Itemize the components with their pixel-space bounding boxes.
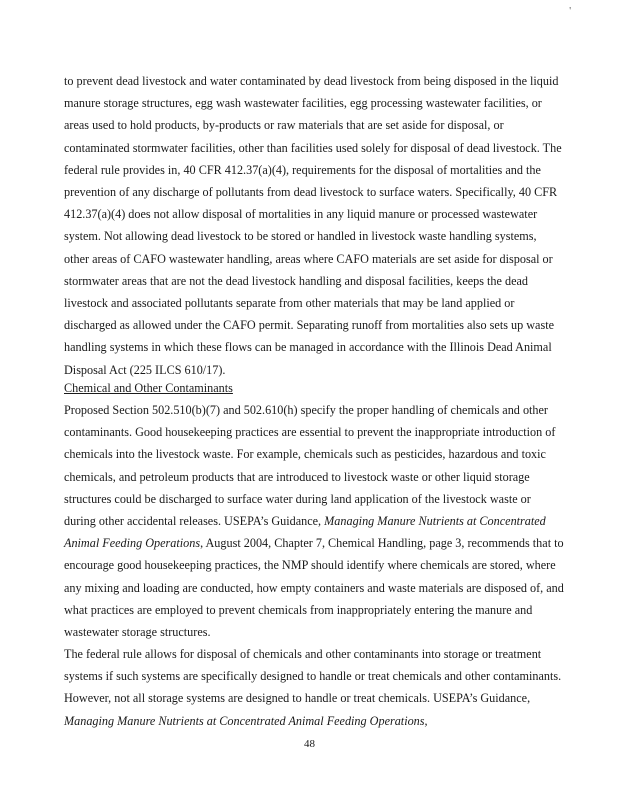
paragraph-dead-livestock: to prevent dead livestock and water contaminated by dead livestock from being disposed in the liquid manure storage structures, egg wash wastewater facilities, egg processing wastewater facilities, or areas used to hold products, by-products or raw materials that are set aside for disposal, or contaminated stormwater facilities, other than facilities used solely for disposal of dead livestock. The federal rule provides in, 40 CFR 412.37(a)(4), requirements for the disposal of mortalities and the prevention of any discharge of pollutants from dead livestock to surface waters. Specifically, 40 CFR 412.37(a)(4) does not allow disposal of mortalities in any liquid manure or processed wastewater system. Not allowing dead livestock to be stored or handled in livestock waste handling systems, other areas of CAFO wastewater handling, areas where CAFO materials are set aside for disposal or stormwater areas that are not the dead livestock handling and disposal facilities, keeps the dead livestock and associated pollutants separate from other materials that may be land applied or discharged as allowed under the CAFO permit. Separating runoff from mortalities also sets up waste handling systems in which these flows can be managed in accordance with the Illinois Dead Animal Disposal Act (225 ILCS 610/17). <box>64 74 562 377</box>
paragraph-federal-rule-text: The federal rule allows for disposal of chemicals and other contaminants into storage or treatment systems if such systems are specifically designed to handle or treat chemicals and other contaminants. However, not all storage systems are designed to handle or treat chemicals. USEPA’s Guidance, <box>64 647 562 706</box>
page-number: 48 <box>304 738 315 750</box>
section-heading-chemicals: Chemical and Other Contaminants <box>64 381 233 395</box>
paragraph-chemical-handling <box>64 399 564 643</box>
paragraph-chemical-handling-text-1: Proposed Section 502.510(b)(7) and 502.610(h) specify the proper handling of chemicals and other contaminants. Good housekeeping practices are essential to prevent the inappropriate introduction of chemicals into the livestock waste. For example, chemicals such as pesticides, hazardous and toxic chemicals, and petroleum products that are introduced to livestock waste or other liquid storage structures could be discharged to surface water during land application of the livestock waste or during other accidental releases. USEPA’s Guidance, <box>64 403 556 529</box>
guidance-title-2: Managing Manure Nutrients at Concentrated Animal Feeding Operations, <box>64 713 428 728</box>
paragraph-chemical-handling-text-2: , August 2004, Chapter 7, Chemical Handling, page 3, recommends that to encourage good housekeeping practices, the NMP should identify where chemicals are stored, where any mixing and loading are conducted, how empty containers and waste materials are disposed of, and what practices are employed to prevent chemicals from inappropriately entering the manure and wastewater storage structures. <box>64 536 564 640</box>
guidance-title: Managing Manure Nutrients at Concentrated Animal Feeding Operations <box>64 514 546 551</box>
paragraph-federal-rule <box>64 643 564 732</box>
corner-mark: ' <box>569 6 571 17</box>
